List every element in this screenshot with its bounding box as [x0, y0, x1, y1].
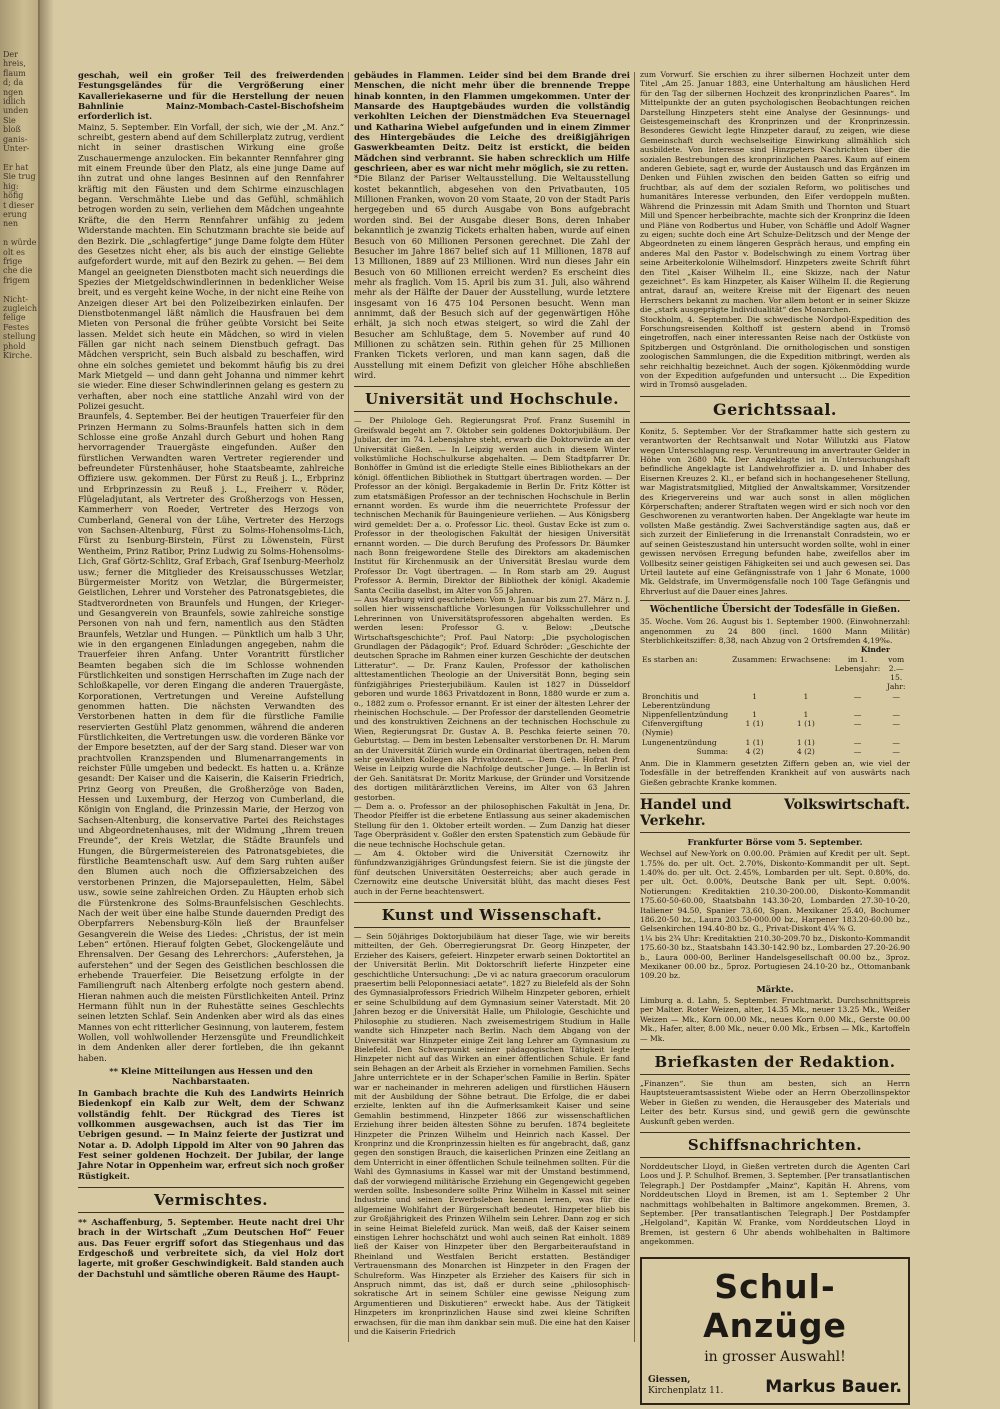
table-cell: Summa:: [696, 746, 729, 756]
table-header-cell: im 1. Lebensjahr:: [834, 654, 881, 673]
table-cell: —: [892, 691, 900, 701]
heading-trade-right: Volkswirtschaft.: [783, 797, 910, 814]
article-hinzpeter: — Sein 50jähriges Doktorjubiläum hat dieser Tage, wie wir bereits mitteilten, der Geh. Oberregierungsrat Dr. Georg Hinzpeter, der Erzieher des Kaisers, gefeiert. Hinzpeter erwarb seinen Doktortitel an der Universität Berlin. Mit Doktorschrift lieferte Hinzpeter eine geschichtliche Untersuchung: „De vi ac natura graecorum oraculorum praesertim belli Peloponnesiaci aetate“. 1827 zu Bielefeld als der Sohn des Gymnasialprofessors Friedrich Wilhelm Hinzpeter geboren, erhielt er seine Schulbildung auf dem Gymnasium seiner Vaterstadt. Mit 20 Jahren bezog er die Universität Halle, um Philologie, Geschichte und Philosophie zu studieren. Nach zweisemestrigem Studium in Halle wandte sich Hinzpeter nach Berlin. Nach dem Abgang von der Universität war Hinzpeter einige Zeit lang Lehrer am Gymnasium zu Bielefeld. Den Schwerpunkt seiner pädagogischen Tätigkeit legte Hinzpeter nicht auf das Wirken an einer öffentlichen Schule. Er fand sein Behagen an der Arbeit als Erzieher in vornehmen Familien. Sechs Jahre unterrichtete er in der Schaper'schen Familie in Berlin. Später war er nacheinander in mehreren adeligen und fürstlichen Häusern mit der Ausbildung der Söhne betraut. Die Erfolge, die er dabei erzielte, lenkten auf ihn die Aufmerksamkeit Kaiser und seine Gemahlin bestimmend, Hinzpeter 1866 zur wissenschaftlichen Erziehung ihrer beiden ältesten Söhne zu berufen. 1874 begleitete Hinzpeter die Prinzen Wilhelm und Heinrich nach Kassel. Der Kronprinz und die Kronprinzessin hielten es für angebracht, daß, ganz gegen den sonstigen Brauch, die kaiserlichen Prinzen eine Zeitlang an dem Unterricht in einer öffentlichen Schule teilnehmen sollten. Für die Wahl des Gymnasiums in Kassel war mit der Umstand bestimmend, daß der vorwiegend militärische Erziehung ein Gegengewicht gegeben werden sollte. Insbesondere sollte Prinz Wilhelm in Kassel mit seiner Industrie und seinen Erwerbsleben kennen lernen, was für die allgemeine Wohlfahrt der Bürgerschaft bedeutet. Hinzpeter blieb bis zur Großjährigkeit des Prinzen Wilhelm sein Lehrer. Dann zog er sich in seine Heimat Bielefeld zurück. Man weiß, daß der Kaiser seinem einstigen Lehrer hochschätzt und wohl auch seinen Rat einholt. 1889 ließ der Kaiser von Hinzpeter über den Bergarbeiteraufstand in Rheinland und Westfalen Bericht erstatten. Beständiger Vertrauensmann des Monarchen ist Hinzpeter in den Fragen der Schulreform. Was Hinzpeter als Erzieher des Kaisers für sich in Anspruch nimmt, das ist, daß er durch seine „philosophisch-sokratische Art in seinem Schüler eine gewisse Neigung zum Argumentieren und Diskutieren“ erweckt habe. Aus der Tätigkeit Hinzpeters im kronprinzlichen Hause sind zwei kleine Schriften erwachsen, für die man ihm dankbar sein muß. Die eine hat den Kaiser und die Kaiserin Friedrich: [354, 932, 630, 1337]
article-braunfels: Braunfels, 4. September. Bei der heutigen Trauerfeier für den Prinzen Hermann zu Solms-Braunfels hatten sich in dem Schlosse eine große Anzahl durch Geburt und hohen Rang hervorragender Trauergäste eingefunden. Außer den fürstlichen Verwandten waren Vertreter regierender und befreundeter Fürstenhäuser, hohe Staatsbeamte, zahlreiche Offiziere usw. gekommen. Der Fürst zu Reuß j. L., Erbprinz und Erbprinzessin zu Reuß j. L., Freiherr v. Röder, Flügeladjutant, als Vertreter des Großherzogs von Hessen, Kammerherr von Roeder, Vertreter des Herzogs von Cumberland, General von der Lühe, Vertreter des Herzogs von Sachsen-Altenburg, Fürst zu Solms-Hohensolms-Lich, Fürst zu Isenburg-Birstein, Fürst zu Löwenstein, Fürst Wentheim, Prinz Ratibor, Prinz Ludwig zu Solms-Hohensolms-Lich, Graf Görtz-Schlitz, Graf Erbach, Graf Isenburg-Meerholz usw.; ferner die Mitglieder des Kreisausschusses Wetzlar, Bürgermeister Moritz von Wetzlar, die Bürgermeister, Geistlichen, Lehrer und Vorsteher des Patronatsgebietes, die Stadtverordneten von Braunfels und Hungen, der Krieger- und Gesangverein von Braunfels, sowie zahlreiche sonstige Personen von nah und fern, namentlich aus den Städten Braunfels, Wetzlar und Hungen. — Pünktlich um halb 3 Uhr, wie in den ergangenen Einladungen angegeben, nahm die Trauerfeier ihren Anfang. Unter Vorantritt fürstlicher Beamten begaben sich die im Schlosse wohnenden Fürstlichkeiten und sonstigen Herrschaften im Zuge nach der Schloßkapelle, vor deren Eingang die anderen Trauergäste, Korporationen, Vertretungen und Vereine Aufstellung genommen hatten. Die nächsten Verwandten des Verstorbenen hatten in dem für die fürstliche Familie reservierten Gestühl Platz genommen, während die anderen Fürstlichkeiten, die Vertretungen usw. die vorderen Bänke vor der Empore besetzten, auf der der Sarg stand. Dieser war von prachtvollen Kranzspenden und Blumenarrangements in reichster Fülle umgeben und bedeckt. Es hatten u. a. Kränze gesandt: Der Kaiser und die Kaiserin, die Kaiserin Friedrich, Prinz Georg von Preußen, die Großherzöge von Baden, Hessen und Luxemburg, der Herzog von Cumberland, die Königin von England, die Prinzessin Marie, der Herzog von Sachsen-Altenburg, die konservative Partei des Reichstages und Abgeordnetenhauses, mit der Widmung „Ihrem treuen Freunde“, der Kreis Wetzlar, die Städte Braunfels und Hungen, die Bürgermeistereien des Patronatsgebietes, die fürstliche Beamtenschaft usw. Auf dem Sarg ruhten außer den Blumen auch noch die Offiziersabzeichen des verstorbenen Prinzen, die Majorsepauletten, Helm, Säbel usw., sowie seine zahlreichen Orden. Zu Häupten erhob sich die Fürstenkrone des Solms-Braunfelsischen Geschlechts. Nach der weit über eine halbe Stunde dauernden Predigt des Oberpfarrers Nebensburg-Köln ließ der Braunfelser Gesangverein die Weise des Liedes: „Christus, der ist mein Leben“ ertönen. Hierauf folgten Gebet, Glockengeläute und Ehrensalven. Der Gesang des Lehrerchors: „Auferstehen, ja auferstehen“ und der Segen des Geistlichen beschlossen die erhebende Trauerfeier. Die Beisetzung erfolgte in der Familiengruft nach Altenberg erfolgte noch gestern abend. Hieran nahmen auch die meisten Fürstlichkeiten Anteil. Prinz Hermann fühlt nun in der Ruhestätte seines Geschlechts seinen letzten Schlaf. Sein Andenken aber wird als das eines Mannes von echt ritterlicher Gesinnung, von lauterem, festem Wollen, voll wohlwollender Herzensgüte und Freundlichkeit in dem Andenken aller derer fortleben, die ihn gekannt haben.: [78, 411, 344, 1063]
column-1: [78, 70, 344, 1360]
article-aschaffenburg: ** Aschaffenburg, 5. September. Heute nacht drei Uhr brach in der Wirtschaft „Zum Deutschen Hof“ Feuer aus. Das Feuer ergriff sofort das Stiegenhaus und das Erdgeschoß und verbreitete sich, da viel Holz dort lagerte, mit großer Geschwindigkeit. Bald standen auch der Dachstuhl und sämtliche oberen Räume des Haupt-: [78, 1217, 344, 1279]
table-cell: Nippenfellentzündung: [642, 709, 729, 719]
column-rule: [348, 72, 349, 1342]
table-row: [640, 692, 910, 710]
table-cell: —: [853, 719, 862, 729]
table-cell: 1: [803, 709, 809, 719]
section-heading-university: Universität und Hochschule.: [354, 386, 630, 412]
ad-address: [648, 1375, 723, 1397]
section-heading-trade: [640, 793, 910, 833]
heading-trade-left: Handel und Verkehr.: [640, 797, 732, 830]
section-heading-misc: Vermischtes.: [78, 1187, 344, 1213]
ships-text: Norddeutscher Lloyd, in Gießen vertreten durch die Agenten Carl Loos und J. P. Schulhof. Bremen, 3. September. [Per transatlantischen Telegraph.] Der Postdampfer „Mainz“, Kapitän H. Ahrens, vom Norddeutschen Lloyd in Bremen, ist am 1. September 2 Uhr nachmittags wohlbehalten in Baltimore angekommen. Bremen, 3. September. [Per transatlantischen Telegraph.] Der Postdampfer „Helgoland“, Kapitän W. Franke, vom Norddeutschen Lloyd in Bremen, ist gestern 6 Uhr abends wohlbehalten in Baltimore angekommen.: [640, 1161, 910, 1247]
divider: [640, 600, 910, 601]
article-stockholm: Stockholm, 4. September. Die schwedische Nordpol-Expedition des Forschungsreisenden Kolthoff ist gestern abend in Tromsö eingetroffen, nach einer interessanten Reise nach der Ostküste von Spitzbergen und Ostgrönland. Die ornithologischen und sonstigen zoologischen Sammlungen, die die Expedition mitbringt, werden als sehr reichhaltig bezeichnet. Auch der sogen. Kjökenmödding wurde von der Expedition aufgefunden und untersucht ... Die Expedition wird in Tromsö ausgeladen.: [640, 314, 910, 390]
table-cell: 4 (2): [745, 746, 764, 756]
deaths-intro: 35. Woche. Vom 26. August bis 1. September 1900. (Einwohnerzahl: angenommen zu 24 800 (incl. 1600 Mann Militär) Sterblichkeitsziffer: 8,38, nach Abzug von 2 Ortsfremden 4,19‰.: [640, 617, 910, 645]
column-2: [354, 70, 630, 1360]
section-heading-ships: Schiffsnachrichten.: [640, 1132, 910, 1158]
table-cell: —: [853, 709, 862, 719]
table-header-cell: Es starben an:: [642, 654, 698, 664]
article-hinzpeter-cont: zum Vorwurf. Sie erschien zu ihrer silbernen Hochzeit unter dem Titel „Am 25. Januar 1883, eine Unterhaltung am häuslichen Herd für den Tag der silbernen Hochzeit des kronprinzlichen Paares“. Im Mittelpunkte der an guten psychologischen Beobachtungen reichen Darstellung Hinzpeters steht eine Analyse der Gesinnungs- und Geistesgemeinschaft des Kronprinzen und der Kronprinzessin. Besonderes Gewicht legte Hinzpeter darauf, zu zeigen, wie diese Gemeinschaft durch wechselseitige Einwirkung allmählich sich ausbildete. Von Interesse sind Hinzpeters Nachrichten über die sozialen Bestrebungen des kronprinzlichen Paares. Kaum auf einem anderen Gebiete, sagt er, wurde der Austausch und das Ergänzen im Denken und Fühlen zwischen den beiden Gatten so eifrig und fruchtbar, als auf dem der sozialen Reform, wo politisches und humanitäres Interesse verbunden, den Eifer verdoppeln mußten. Während die Prinzessin mit Adam Smith und Thornton und Stuart Mill und Spencer herbeibrachte, machte sich der Kronprinz die Ideen und Pläne von Rodbertus und Huber, von Schäffle und Adolf Wagner zu eigen; suchte doch eine Art Schulze-Delitzsch und der Menge der Abgeordneten zu einem längeren Gespräch heraus, und empfing ein anderes Mal den Pastor v. Bodelschwingh zu einem Vortrag über seine Arbeiterkolonie Wilhelmsdorf. Hinzpeters zweite Schrift führt den Titel „Kaiser Wilhelm II., eine Skizze, nach der Natur gezeichnet“. Es kam Hinzpeter, als Kaiser Wilhelm II. die Regierung antrat, darauf an, weitere Kreise mit der Eigenart des neuen Herrschers bekannt zu machen. Vor allem betont er in seiner Skizze die „stark ausgeprägte Individualität“ des Monarchen.: [640, 70, 910, 315]
ad-footer: [648, 1375, 902, 1397]
ad-city: Giessen,: [648, 1374, 691, 1385]
article-paris-exhibition: *Die Bilanz der Pariser Weltausstellung. Die Weltausstellung kostet bekanntlich, abgesehen von den Privatbauten, 105 Millionen Franken, wovon 20 vom Staate, 20 von der Stadt Paris hergegeben und 65 durch Ausgabe von Bons aufgebracht worden sind. Bei der Ausgabe dieser Bons, deren Inhaber bekanntlich je zwanzig Tickets erhalten haben, wurde auf einen Besuch von 60 Millionen Personen gerechnet. Die Zahl der Besucher im Jahre 1867 belief sich auf 11 Millionen, 1878 auf 13 Millionen, 1889 auf 23 Millionen. Wird nun dieses Jahr ein Besuch von 60 Millionen erreicht werden? Es erscheint dies mehr als fraglich. Vom 15. April bis zum 31. Juli, also während mehr als der Hälfte der Dauer der Ausstellung, wurde letztere insgesamt von 16 475 104 Personen besucht. Wenn man annimmt, daß der Besuch sich auf der gegenwärtigen Höhe erhält, ja sich noch etwas steigert, so wird die Zahl der Besucher am Schlußtage, dem 5. November auf rund 40 Millionen zu schätzen sein. Rithin gehen für 25 Millionen Franken Tickets verloren, und man kann sagen, daß die Ausstellung mit einem Defizit von gleicher Höhe abschließen wird.: [354, 173, 630, 380]
table-cell: Cifenvergiftung (Nymie): [642, 719, 703, 738]
article-university-3: — Dem a. o. Professor an der philosophischen Fakultät in Jena, Dr. Theodor Pfeiffer ist die erbetene Entlassung aus seiner akademischen Stellung für den 1. Oktober erteilt worden. — Zum Danzig hat dieser Tage Oberpräsident v. Goßler den ersten Spatenstich zum Gebäude für die neue technische Hochschule getan.: [354, 801, 630, 849]
ad-street: Kirchenplatz 11.: [648, 1385, 724, 1396]
section-heading-deaths: Wöchentliche Übersicht der Todesfälle in Gießen.: [649, 605, 901, 616]
deaths-kinder-label: Kinder: [860, 645, 890, 655]
section-heading-letters: Briefkasten der Redaktion.: [640, 1049, 910, 1075]
table-cell: 1 (1): [745, 737, 764, 747]
column-3: [640, 70, 910, 1397]
ad-merchant: Markus Bauer.: [765, 1376, 902, 1397]
article-fortress: geschah, weil ein großer Teil des freiwerdenden Festungsgeländes für die Vergrößerung einer Kavalleriekaserne und für die Herstellung der neuen Bahnlinie Mainz-Mombach-Castel-Bischofsheim erforderlich ist.: [78, 70, 344, 122]
gutter-shadow: [38, 0, 54, 1409]
table-row: [640, 719, 910, 737]
table-cell: —: [853, 691, 862, 701]
letters-text: „Finanzen“. Sie thun am besten, sich an Herrn Hauptsteueramtsassistent Wiebe oder an Herrn Oberzollinspektor Weber in Gießen zu wenden, die Herausgeber des Materials und Leiter des betr. Kursus sind, und gewiß gern die gewünschte Auskunft geben werden.: [640, 1078, 910, 1126]
table-cell: 4 (2): [796, 746, 815, 756]
article-university-1: — Der Philologe Geh. Regierungsrat Prof. Franz Susemihl in Greifswald begeht am 7. Oktober sein goldenes Doktorjubiläum. Der Jubilar, der im 74. Lebensjahre steht, erwarb die Doktorwürde an der Universität Gießen. — In Leipzig werden auch in diesem Winter volkstümliche Hochschulkurse abgehalten. — Dem Stadtpfarrer Dr. Bonhöffer in Gmünd ist die erledigte Stelle eines Bibliothekars an der königl. öffentlichen Bibliothek in Stuttgart übertragen worden. — Der Professor an der königl. Bergakademie in Berlin Dr. Fritz Kötter ist zum etatsmäßigen Professor an der technischen Hochschule in Berlin ernannt worden. Es wurde ihm die neuerrichtete Professur der technischen Mechanik für Bauingenieure verliehen. — Aus Königsberg wird gemeldet: Der a. o. Professor Lic. theol. Gustav Ecke ist zum o. Professor in der theologischen Fakultät der hiesigen Universität ernannt worden. — Die durch Berufung des Professors Dr. Bäumker nach Bonn freigewordene Stelle des Direktors am akademischen Institut für Kirchenmusik an der Universität Breslau wurde dem Professor Dr. Vogt übertragen. — In Rom starb am 29. August Professor A. Bermin, Direktor der Bibliothek der königl. Akademie Santa Cecilia daselbst, im Alter von 55 Jahren.: [354, 416, 630, 595]
ad-title: Schul-Anzüge: [703, 1266, 847, 1345]
table-cell: —: [892, 746, 900, 756]
previous-page-edge: [0, 0, 40, 1409]
table-cell: Lungenentzündung: [642, 737, 717, 747]
table-row: [640, 710, 910, 719]
table-row: [640, 747, 910, 756]
deaths-note: Anm. Die in Klammern gesetzten Ziffern geben an, wie viel der Todesfälle in der betreffenden Krankheit auf von auswärts nach Gießen gebrachte Kranke kommen.: [640, 758, 910, 787]
table-cell: —: [892, 737, 900, 747]
table-cell: —: [892, 709, 900, 719]
table-cell: 1 (1): [796, 737, 815, 747]
frankfurt-title: Frankfurter Börse vom 5. September.: [687, 837, 863, 848]
table-header-cell: Erwachsene:: [781, 654, 831, 664]
article-hesse-news: In Gambach brachte die Kuh des Landwirts Heinrich Biedenkopf ein Kalb zur Welt, dem der Schwanz vollständig fehlt. Der Rückgrad des Tieres ist vollkommen ausgewachsen, auch ist das Tier im Uebrigen gesund. — In Mainz feierte der Justizrat und Notar a. D. Adolph Lippold im Alter von 90 Jahren das Fest seiner goldenen Hochzeit. Der Jubilar, der lange Jahre Notar in Oppenheim war, erfreut sich noch großer Rüstigkeit.: [78, 1088, 344, 1181]
table-cell: —: [853, 737, 862, 747]
article-mainz: Mainz, 5. September. Ein Vorfall, der sich, wie der „M. Anz.“ schreibt, gestern abend auf dem Schillerplatz zutrug, verdient nicht in seiner drastischen Wirkung eine große Zuschauermenge anzulocken. Ein bekannter Rennfahrer ging mit einem Freunde über den Platz, als eine junge Dame auf ihn zutrat und ohne langes Besinnen auf den Rennfahrer kräftig mit den Fäusten und dem Schirme einzuschlagen begann. Verschmähte Liebe und das Gefühl, schmählich betrogen worden zu sein, verliehen dem Mädchen ungeahnte Kräfte, die den Herrn Rennfahrer unfähig zu jedem Widerstande machten. Ein Schutzmann brachte sie beide auf den Bezirk. Die „schlagfertige“ junge Dame folgte dem Hüter des Gesetzes nicht eher, als bis auch der einstige Geliebte aufgefordert wurde, mit auf den Bezirk zu gehen. — Bei dem Mangel an geeigneten Dienstboten macht sich neuerdings die Spezies der Mietgeldschwindlerinnen in bedenklicher Weise breit, und es vergeht keine Woche, in der nicht eine Reihe von Anzeigen dieser Art bei den Polizeibezirken einlaufen. Der Dienstbotenmangel läßt nämlich die Hausfrauen bei dem Mieten von Personal die früher geübte Vorsicht bei Seite lassen. Meldet sich heute ein Mädchen, so wird in vielen Fällen gar nicht nach seinem Dienstbuch gefragt. Das Mädchen verspricht, sein Buch alsbald zu beschaffen, wird ohne ein solches gemietet und bekommt häufig bis zu drei Mark Mietgeld — und dann geht Johanna und nimmer kehrt sie wieder. Eine dieser Schwindlerinnen gelang es gestern zu verhaften, aber noch eine stattliche Anzahl wird von der Polizei gesucht.: [78, 121, 344, 411]
table-row: [640, 738, 910, 747]
advertisement: [640, 1257, 910, 1405]
section-hesse-news-heading: ** Kleine Mitteilungen aus Hessen und den Nachbarstaaten.: [109, 1066, 313, 1086]
table-cell: 1: [803, 691, 809, 701]
section-heading-art: Kunst und Wissenschaft.: [354, 902, 630, 928]
section-heading-court: Gerichtssaal.: [640, 396, 910, 423]
previous-page-fragments: Der hreis, flaum d; da ngen idlich unden Sie bloß ganis- Unter- Er hat Sie trug hig: höfig t dieser erung nen n würde olt es frige che die frigem Nicht- zugleich felige Festes stellung phold Kirche.: [3, 50, 37, 360]
table-cell: 1 (1): [796, 719, 815, 729]
article-university-2: — Aus Marburg wird geschrieben: Vom 9. Januar bis zum 27. März n. J. sollen hier wissenschaftliche Vorlesungen für Volksschullehrer und Lehrerinnen von Universitätsprofessoren abgehalten werden. Es werden lesen: Professor G. v. Below: „Deutsche Wirtschaftsgeschichte“; Prof. Paul Natorp: „Die psychologischen Grundlagen der Pädagogik“; Prof. Eduard Schröder: „Geschichte der deutschen Sprache im Rahmen einer kurzen Geschichte der deutschen Litteratur“. — Dr. Franz Kaulen, Professor der katholischen alttestamentlichen Theologie an der Universität Bonn, beging sein fünfzigjähriges Priesterjubiläum. Kaulen ist 1827 in Düsseldorf geboren und wurde 1863 Privatdozent in Bonn, 1880 wurde er zum a. o., 1882 zum o. Professor ernannt. Er ist einer der ältesten Lehrer der rheinischen Hochschule. — Der Professor der darstellenden Geometrie und des konstruktiven Zeichnens an der technischen Hochschule zu Wien, Regierungsrat Dr. Gustav A. B. Peschka feierte seinen 70. Geburtstag. — Dem im besten Lebensalter verstorbenen Dr. H. Marum an der Universität Zürich wurde ein Ordinariat übertragen, neben dem sehr gewählten Kollegen als Privatdozent. — Dem Geh. Hofrat Prof. Weise in Leipzig wurde die Nachfolge deutscher Junge. — In Berlin ist der Geh. Sanitätsrat Dr. Moritz Markuse, der Gründer und Vorsitzende des dortigen militärärztlichen Vereins, im Alter von 63 Jahren gestorben.: [354, 595, 630, 802]
table-cell: 1: [752, 691, 757, 701]
frankfurt-quotes-2: 1¼ bis 2¾ Uhr: Kreditaktien 210.30-209.70 bz., Diskonto-Kommandit 175.60-30 bz., Staatsbahn 143.30-142.90 bz., Lombarden 27.20-26.90 b., Laura 000-00, Berliner Handelsgesellschaft 00.00 bz., 3proz. Mexikaner 00.00 bz., 5proz. Portugiesen 24.10-20 bz., Ottomanbank 109.20 bz.: [640, 933, 910, 981]
table-header-row: [640, 655, 910, 692]
table-cell: 1 (1): [745, 719, 764, 729]
table-cell: 1: [752, 709, 757, 719]
article-fire: gebäudes in Flammen. Leider sind bei dem Brande drei Menschen, die nicht mehr über die brennende Treppe hinab konnten, in den Flammen umgekommen. Unter der Mansarde des Hauptgebäudes wurden die vollständig verkohlten Leichen der Dienstmädchen Eva Steuernagel und Katharina Wiebel aufgefunden und in einem Zimmer des Hintergebäudes die Leiche des dreißigjährigen Gaswerkbeamten Deitz. Deitz ist erstickt, die beiden Mädchen sind verbrannt. Sie haben schrecklich um Hilfe geschrieen, aber es war nicht mehr möglich, sie zu retten.: [354, 70, 630, 174]
table-cell: —: [853, 746, 862, 756]
table-cell: Bronchitis und Leberentzündung: [642, 691, 711, 710]
column-rule: [634, 72, 635, 1342]
markets-text: Limburg a. d. Lahn, 5. September. Fruchtmarkt. Durchschnittspreis per Malter. Roter Weizen, alter, 14.35 Mk., neuer 13.25 Mk., Weißer Weizen — Mk., Korn 00.00 Mk., neues Korn 0.00 Mk., Gerste 00.00 Mk., Hafer, alter, 8.00 Mk., neuer 0.00 Mk., Erbsen — Mk., Kartoffeln — Mk.: [640, 995, 910, 1043]
article-konitz: Konitz, 5. September. Vor der Strafkammer hatte sich gestern zu verantworten der Rechtsanwalt und Notar Willutzki aus Flatow wegen Unterschlagung resp. Veruntreuung im anvertrauter Gelder in Höhe von 2680 Mk. Der Angeklagte ist in Untersuchungshaft befindliche Angeklagte ist Landwehroffizier a. D. und Inhaber des Eisernen Kreuzes 2. Kl., er befand sich in hochangesehener Stellung, war Magistratsmitglied, Mitglied der Anwaltskammer, Vorsitzender des Kriegervereins und war auch sonst in allen möglichen Körperschaften; anderer Straftaten wegen wird er sich noch vor den Geschworenen zu verantworten haben. Der Angeklagte war heute im vollsten Maße geständig. Zwei Sachverständige sagten aus, daß er sich zurzeit der Einlieferung in die Irrenanstalt Conradstein, wo er auf seinen Geisteszustand hin untersucht worden sollte, wohl in einer gewissen nervösen Erregung befunden habe, zweifellos aber im Vollbesitz seiner geistigen Fähigkeiten sei und auch gewesen sei. Das Urteil lautete auf eine Gefängnisstrafe von 1 Jahr 6 Monate, 1000 Mk. Geldstrafe, im Unvermögensfalle noch 100 Tage Gefängnis und Ehrverlust auf die Dauer eines Jahres.: [640, 426, 910, 596]
ad-subtitle: in grosser Auswahl!: [704, 1348, 846, 1365]
deaths-table: [640, 655, 910, 756]
markets-title: Märkte.: [756, 983, 794, 994]
article-university-4: — Am 4. Oktober wird die Universität Czernowitz ihr fünfundzwanzigjähriges Gründungsfest feiern. Sie ist die jüngste der fünf deutschen Universitäten Oesterreichs; aber auch gerade in Czernowitz eine deutsche Universität blüht, das macht dieses Fest auch in der Ferne beachtenswert.: [354, 849, 630, 896]
table-header-cell: vom 2.—15. Jahr:: [886, 654, 906, 692]
table-cell: —: [892, 719, 900, 729]
frankfurt-quotes: Wechsel auf New-York on 0.00.00. Prämien auf Kredit per ult. Sept. 1.75% do. per ult. Oct. 2.70%, Diskonto-Kommandit per ult. Sept. 1.40% do. per ult. Oct. 2.45%, Lombarden per ult. Sept. 0.80%, do. per ult. Oct. 0.00%, Deutsche Bank per ult. Sept. 0.00%. Notierungen: Kreditaktien 210.30-200.00, Diskonto-Kommandit 175.60-50-60.00, Staatsbahn 143.30-20, Lombarden 27.30-10-20, Italiener 94.50, Spanier 73,60, Span. Mexikaner 25.40, Bochumer 186.20-50 bz., Laura 203.50-000.00 bz., Harpener 183.20-60.00 bz., Gelsenkirchen 194.40-80 bz. G., Privat-Diskont 4¼ % G.: [640, 849, 910, 934]
table-header-cell: Zusammen:: [732, 654, 778, 664]
